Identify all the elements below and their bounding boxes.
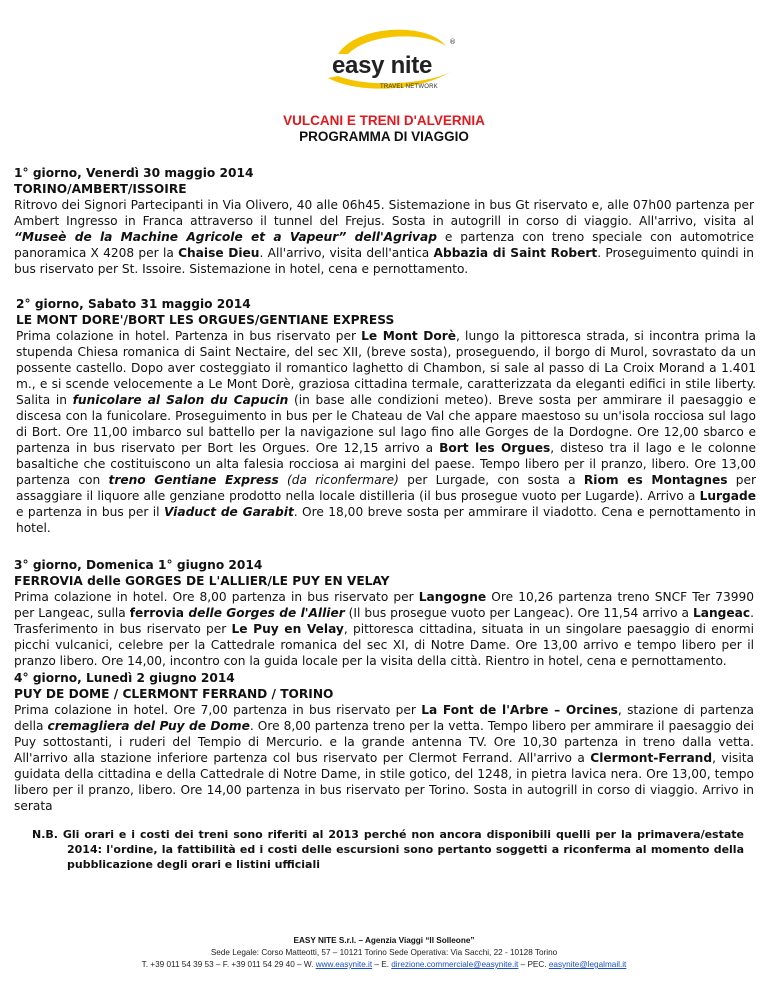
day-4-section <box>14 670 754 814</box>
company-logo <box>318 22 458 92</box>
day-4-route: PUY DE DOME / CLERMONT FERRAND / TORINO <box>14 687 334 701</box>
program-title: PROGRAMMA DI VIAGGIO <box>299 129 469 144</box>
footer-company: EASY NITE S.r.l. – Agenzia Viaggi “Il Solleone” <box>293 936 475 945</box>
day-4-heading: 4° giorno, Lunedì 2 giugno 2014 <box>14 671 235 685</box>
disclaimer-text: N.B. Gli orari e i costi dei treni sono riferiti al 2013 perché non ancora disponibili quelli per la primavera/estate 2014: l'ordine, la fattibilità ed i costi delle escursioni sono pertanto soggetti a riconferma al momento della pubblicazione degli orari e listini ufficiali <box>32 828 744 871</box>
registered-mark: ® <box>449 38 456 46</box>
logo-brand-easy: easy <box>332 52 391 79</box>
day-2-heading: 2° giorno, Sabato 31 maggio 2014 <box>16 297 251 311</box>
logo-tagline: TRAVEL NETWORK <box>380 84 438 90</box>
day-3-heading: 3° giorno, Domenica 1° giugno 2014 <box>14 558 263 572</box>
day-2-text: Prima colazione in hotel. Partenza in bus riservato per Le Mont Dorè, lungo la pittoresca strada, si incontra prima la stupenda Chiesa romanica di Saint Nectaire, del sec XII, (breve sosta), proseguendo, il borgo di Murol, sovrastato da un possente castello. Dopo aver costeggiato il romantico laghetto di Chambon, si sale al passo di La Croix Morand a 1.401 m., e si scende velocemente a Le Mont Dorè, graziosa cittadina termale, caratterizzata da eleganti edifici in stile liberty. Salita in funicolare al Salon du Capucin (in base alle condizioni meteo). Breve sosta per ammirare il paesaggio e discesa con la funicolare. Proseguimento in bus per le Chateau de Val che appare maestoso su un'isola rocciosa sul lago di Bort. Ore 11,00 imbarco sul battello per la navigazione sul lago fino alle Gorges de la Dordogne. Ore 12,00 sbarco e partenza in bus riservato per Bort les Orgues. Ore 12,15 arrivo a Bort les Orgues, disteso tra il lago e le colonne basaltiche che costituiscono un alta falesia rocciosa ai margini del paese. Tempo libero per il pranzo, libero. Ore 13,00 partenza con treno Gentiane Express (da riconfermare) per Lurgade, con sosta a Riom es Montagnes per assaggiare il liquore alle genziane prodotto nella locale distilleria (il bus prosegue vuoto per Lugarde). Arrivo a Lurgade e partenza in bus per il Viaduct de Garabit. Ore 18,00 breve sosta per ammirare il viadotto. Cena e pernottamento in hotel. <box>16 329 756 535</box>
day-3-text: Prima colazione in hotel. Ore 8,00 partenza in bus riservato per Langogne Ore 10,26 partenza treno SNCF Ter 73990 per Langeac, sulla ferrovia delle Gorges de l'Allier (Il bus prosegue vuoto per Langeac). Ore 11,54 arrivo a Langeac. Trasferimento in bus riservato per Le Puy en Velay, pittoresca cittadina, situata in un singolare paesaggio di enormi picchi vulcanici, celebre per la Cattedrale romanica del sec XI, di Notre Dame. Ore 13,00 arrivo e tempo libero per il pranzo libero. Ore 14,00, incontro con la guida locale per la visita della città. Rientro in hotel, cena e pernottamento. <box>14 590 755 668</box>
trip-title: VULCANI E TRENI D'ALVERNIA <box>283 113 485 128</box>
day-1-route: TORINO/AMBERT/ISSOIRE <box>14 182 187 196</box>
day-3-route: FERROVIA delle GORGES DE L'ALLIER/LE PUY EN VELAY <box>14 574 390 588</box>
day-2-route: LE MONT DORE'/BORT LES ORGUES/GENTIANE EXPRESS <box>16 313 395 327</box>
email-link[interactable]: direzione.commerciale@easynite.it <box>391 960 519 969</box>
day-1-heading: 1° giorno, Venerdì 30 maggio 2014 <box>14 166 254 180</box>
pec-link[interactable]: easynite@legalmail.it <box>548 960 627 969</box>
day-2-section <box>16 296 756 536</box>
day-1-text: Ritrovo dei Signori Partecipanti in Via Olivero, 40 alle 06h45. Sistemazione in bus Gt riservato e, alle 07h00 partenza per Ambert Ingresso in Franca attraverso il tunnel del Frejus. Sosta in autogrill in corso di viaggio. All'arrivo, visita al “Museè de la Machine Agricole et a Vapeur” dell'Agrivap e partenza con treno speciale con automotrice panoramica X 4208 per la Chaise Dieu. All'arrivo, visita dell'antica Abbazia di Saint Robert. Proseguimento quindi in bus riservato per St. Issoire. Sistemazione in hotel, cena e pernottamento. <box>14 198 754 276</box>
logo-brand-nite: nite <box>390 52 433 79</box>
website-link[interactable]: www.easynite.it <box>315 960 373 969</box>
logo-brand <box>332 52 432 80</box>
footer-addresses: Sede Legale: Corso Matteotti, 57 – 10121 Torino Sede Operativa: Via Sacchi, 22 - 10128 Torino <box>210 948 558 957</box>
day-4-text: Prima colazione in hotel. Ore 7,00 partenza in bus riservato per La Font de l'Arbre – Orcines, stazione di partenza della cremagliera del Puy de Dome. Ore 8,00 partenza treno per la vetta. Tempo libero per ammirare il paesaggio dei Puy sottostanti, i ruderi del Tempio di Mercurio. e la grande antenna TV. Ore 10,30 partenza in treno dalla vetta. All'arrivo alla stazione inferiore partenza col bus riservato per Clermot Ferrand. All'arrivo a Clermont-Ferrand, visita guidata della cittadina e della Cattedrale di Notre Dame, in stile gotico, del 1248, in pietra lavica nera. Ore 13,00, tempo libero per il pranzo, libero. Ore 14,00 partenza in bus riservato per Torino. Sosta in autogrill in corso di viaggio. Arrivo in serata <box>14 703 754 813</box>
day-1-section <box>14 165 754 277</box>
footer <box>0 935 768 971</box>
footer-contacts: T. +39 011 54 39 53 – F. +39 011 54 29 40 – W. www.easynite.it – E. direzione.commerciale@easynite.it – PEC. easynite@legalmail.it <box>141 960 627 969</box>
day-3-section <box>14 557 754 669</box>
disclaimer-note <box>32 827 744 872</box>
